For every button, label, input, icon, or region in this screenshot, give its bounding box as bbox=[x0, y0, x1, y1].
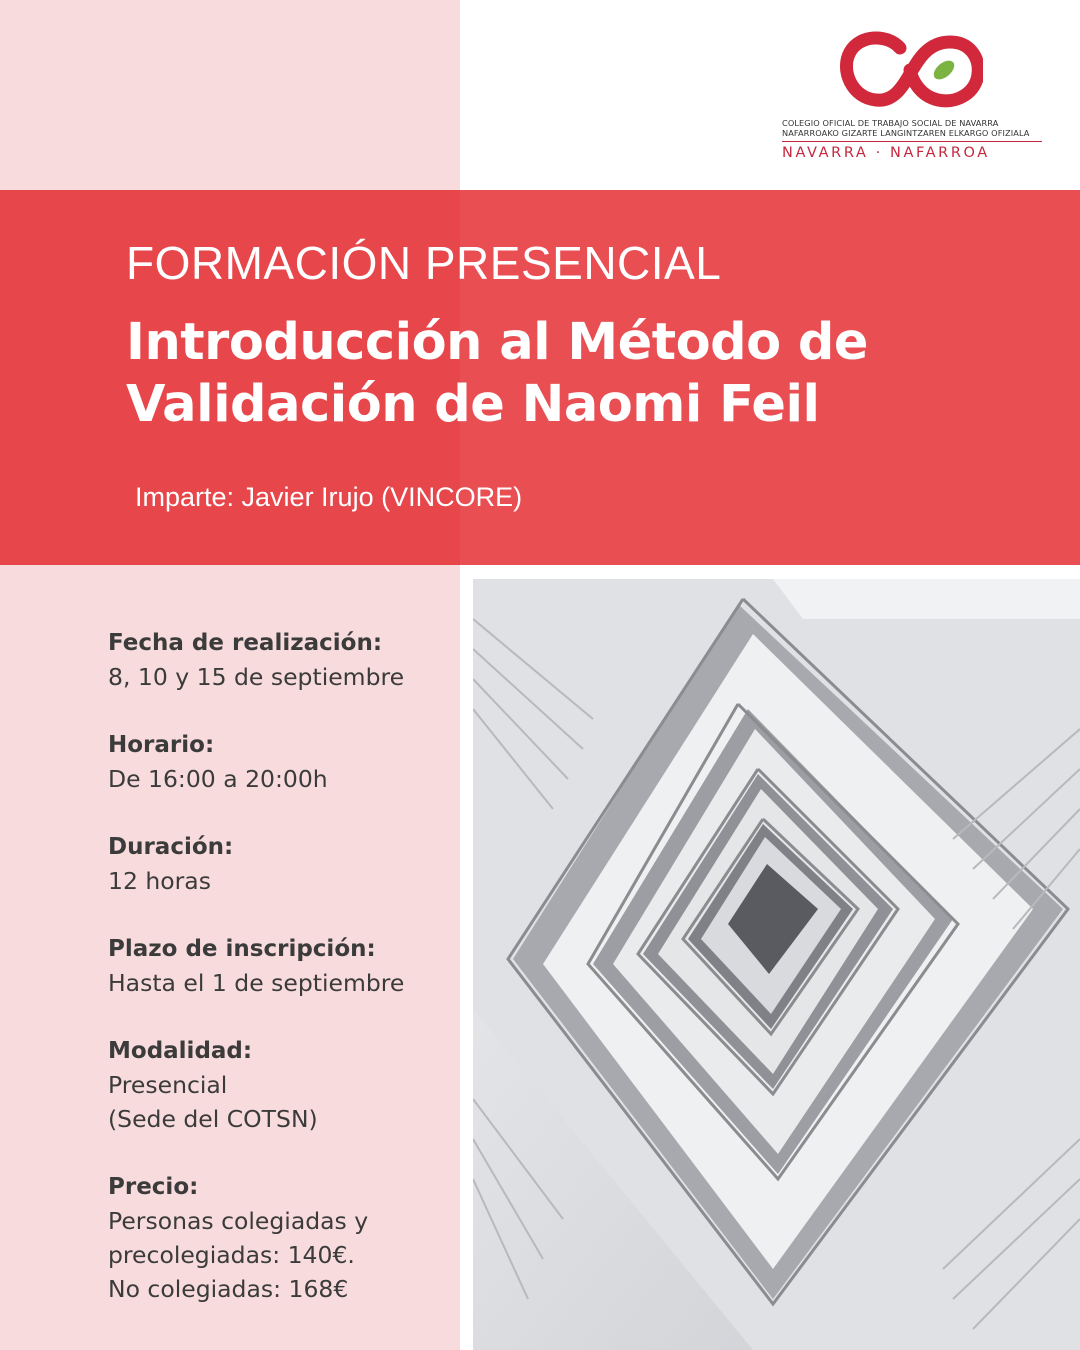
logo-name-spanish: COLEGIO OFICIAL DE TRABAJO SOCIAL DE NAVARRA bbox=[782, 118, 999, 128]
logo-divider bbox=[782, 141, 1042, 142]
course-details bbox=[108, 626, 448, 1340]
course-title-line-2: Validación de Naomi Feil bbox=[126, 375, 820, 434]
date-label: Fecha de realización: bbox=[108, 630, 383, 656]
course-type: FORMACIÓN PRESENCIAL bbox=[126, 237, 722, 289]
price-label: Precio: bbox=[108, 1174, 199, 1200]
logo-region: NAVARRA · NAFARROA bbox=[782, 145, 990, 161]
course-teacher: Imparte: Javier Irujo (VINCORE) bbox=[135, 482, 523, 512]
course-title-line-1: Introducción al Método de bbox=[126, 313, 869, 372]
mode-block bbox=[108, 1034, 448, 1136]
cotsn-logo-icon bbox=[838, 30, 983, 110]
duration-value: 12 horas bbox=[108, 867, 211, 895]
deadline-value: Hasta el 1 de septiembre bbox=[108, 969, 405, 997]
deadline-label: Plazo de inscripción: bbox=[108, 936, 376, 962]
mode-label: Modalidad: bbox=[108, 1038, 253, 1064]
date-value: 8, 10 y 15 de septiembre bbox=[108, 663, 405, 691]
duration-label: Duración: bbox=[108, 834, 234, 860]
logo-name-basque: NAFARROAKO GIZARTE LANGINTZAREN ELKARGO OFIZIALA bbox=[782, 128, 1030, 138]
schedule-block bbox=[108, 728, 448, 796]
cotsn-logo bbox=[780, 30, 1045, 165]
date-block bbox=[108, 626, 448, 694]
schedule-label: Horario: bbox=[108, 732, 215, 758]
mode-value-line-2: (Sede del COTSN) bbox=[108, 1105, 318, 1133]
price-value-line-3: No colegiadas: 168€ bbox=[108, 1275, 349, 1303]
schedule-value: De 16:00 a 20:00h bbox=[108, 765, 328, 793]
course-title bbox=[126, 312, 1026, 436]
price-block bbox=[108, 1170, 448, 1306]
mode-value-line-1: Presencial bbox=[108, 1071, 228, 1099]
spiral-staircase-photo bbox=[473, 579, 1080, 1350]
title-banner bbox=[0, 190, 1080, 565]
staircase-illustration bbox=[473, 579, 1080, 1350]
deadline-block bbox=[108, 932, 448, 1000]
photo-top-gap bbox=[460, 565, 1080, 579]
price-value-line-2: precolegiadas: 140€. bbox=[108, 1241, 355, 1269]
duration-block bbox=[108, 830, 448, 898]
price-value-line-1: Personas colegiadas y bbox=[108, 1207, 369, 1235]
